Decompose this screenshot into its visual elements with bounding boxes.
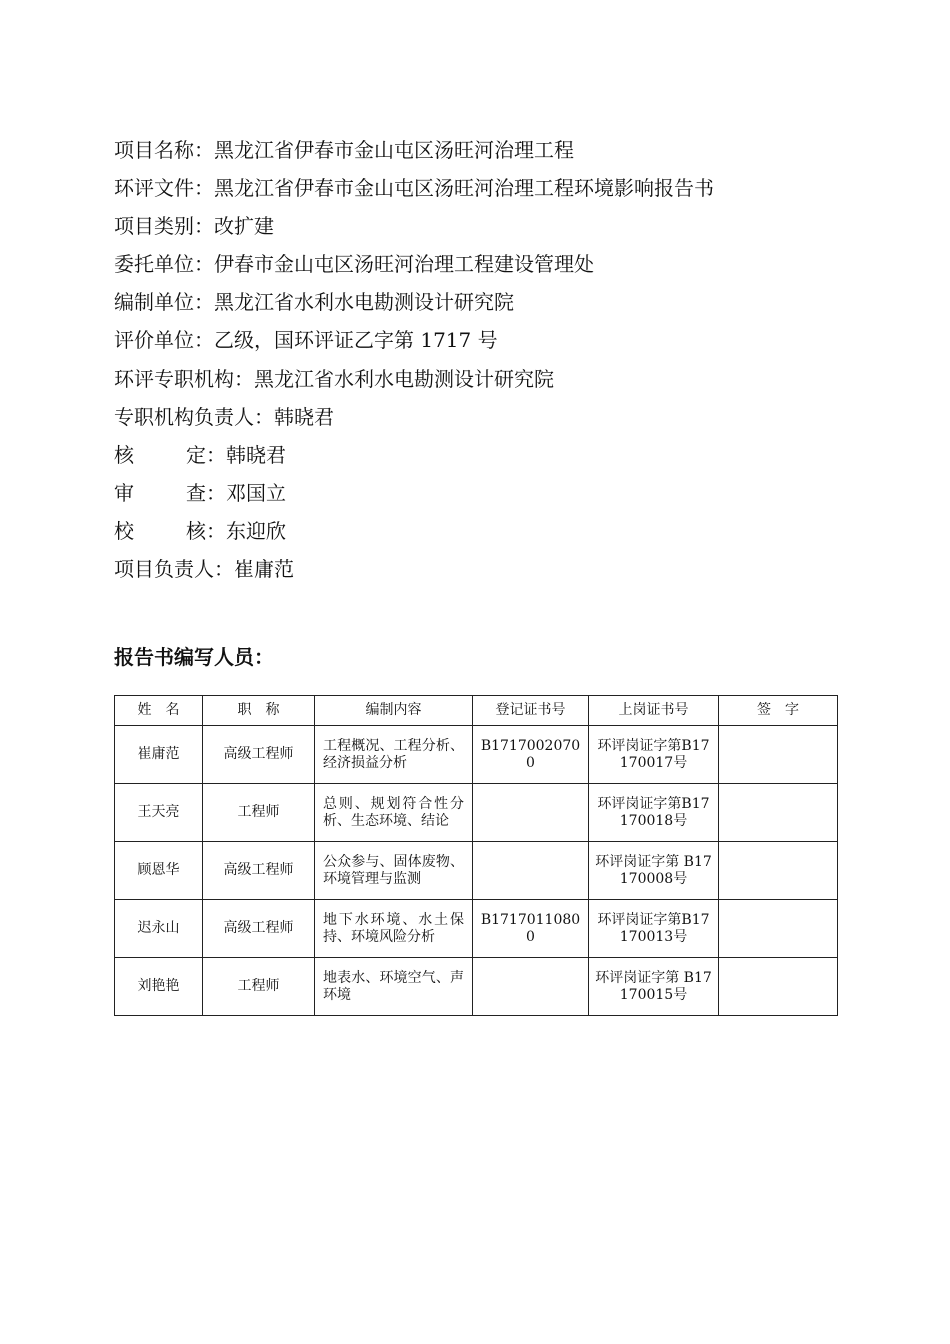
cell-name: 刘艳艳 <box>115 958 203 1016</box>
cell-post-cert: 环评岗证字第B17170018号 <box>589 784 719 842</box>
cell-name: 王天亮 <box>115 784 203 842</box>
cell-reg-cert <box>473 784 589 842</box>
header-post-cert: 上岗证书号 <box>589 696 719 726</box>
cell-name: 崔庸范 <box>115 726 203 784</box>
cell-title: 工程师 <box>203 784 315 842</box>
table-row <box>115 784 838 842</box>
project-name-value: 黑龙江省伊春市金山屯区汤旺河治理工程 <box>214 138 574 162</box>
evaluation-unit-line <box>114 321 874 359</box>
cell-reg-cert: B17170110800 <box>473 900 589 958</box>
header-title: 职 称 <box>203 696 315 726</box>
cell-content: 地表水、环境空气、声环境 <box>315 958 473 1016</box>
header-reg-cert: 登记证书号 <box>473 696 589 726</box>
header-name: 姓 名 <box>115 696 203 726</box>
cell-content: 公众参与、固体废物、环境管理与监测 <box>315 842 473 900</box>
project-name-label: 项目名称： <box>114 138 214 162</box>
evaluation-unit-label: 评价单位： <box>114 328 214 353</box>
checked-label-a: 校 <box>114 518 134 543</box>
cell-name: 顾恩华 <box>115 842 203 900</box>
institution-head-line <box>114 398 874 436</box>
project-info-block <box>114 131 874 588</box>
table-header-row <box>115 696 838 726</box>
cell-title: 高级工程师 <box>203 726 315 784</box>
compiling-unit-value: 黑龙江省水利水电勘测设计研究院 <box>214 290 514 315</box>
cell-signature <box>719 842 838 900</box>
reviewed-label-a: 审 <box>114 480 134 505</box>
table-row <box>115 958 838 1016</box>
eia-document-value: 黑龙江省伊春市金山屯区汤旺河治理工程环境影响报告书 <box>214 176 714 201</box>
staff-heading: 报告书编写人员： <box>114 645 274 669</box>
table-row <box>115 900 838 958</box>
reviewed-label-b: 查： <box>186 480 226 505</box>
cell-post-cert: 环评岗证字第B17170013号 <box>589 900 719 958</box>
table-row <box>115 726 838 784</box>
cell-content: 总则、规划符合性分析、生态环境、结论 <box>315 784 473 842</box>
cell-post-cert: 环评岗证字第 B17170008号 <box>589 842 719 900</box>
approved-label <box>114 436 226 474</box>
approved-label-a: 核 <box>114 442 134 467</box>
checked-label <box>114 512 226 550</box>
cell-signature <box>719 784 838 842</box>
cell-reg-cert <box>473 958 589 1016</box>
project-category-line <box>114 207 874 245</box>
checked-line <box>114 512 874 550</box>
eia-document-label: 环评文件： <box>114 176 214 201</box>
checked-label-b: 核： <box>186 518 226 543</box>
checked-value: 东迎欣 <box>226 518 286 543</box>
header-content: 编制内容 <box>315 696 473 726</box>
project-category-value: 改扩建 <box>214 214 274 239</box>
compiling-unit-label: 编制单位： <box>114 290 214 315</box>
cell-reg-cert: B17170020700 <box>473 726 589 784</box>
reviewed-value: 邓国立 <box>226 480 286 505</box>
cell-signature <box>719 726 838 784</box>
client-unit-line <box>114 245 874 283</box>
eia-institution-line <box>114 360 874 398</box>
institution-head-label: 专职机构负责人： <box>114 404 274 429</box>
compiling-unit-line <box>114 283 874 321</box>
cell-content: 地下水环境、水土保持、环境风险分析 <box>315 900 473 958</box>
eia-institution-value: 黑龙江省水利水电勘测设计研究院 <box>254 366 554 391</box>
project-lead-value: 崔庸范 <box>234 557 294 582</box>
cell-signature <box>719 900 838 958</box>
project-lead-label: 项目负责人： <box>114 557 234 582</box>
cell-signature <box>719 958 838 1016</box>
cell-name: 迟永山 <box>115 900 203 958</box>
staff-table <box>114 695 838 1016</box>
cell-content: 工程概况、工程分析、经济损益分析 <box>315 726 473 784</box>
project-category-label: 项目类别： <box>114 214 214 239</box>
approved-label-b: 定： <box>186 442 226 467</box>
evaluation-unit-value: 乙级，国环评证乙字第 1717 号 <box>214 328 498 353</box>
header-signature: 签 字 <box>719 696 838 726</box>
eia-institution-label: 环评专职机构： <box>114 366 254 391</box>
cell-post-cert: 环评岗证字第B17170017号 <box>589 726 719 784</box>
eia-document-line <box>114 169 874 207</box>
cell-reg-cert <box>473 842 589 900</box>
reviewed-label <box>114 474 226 512</box>
cell-post-cert: 环评岗证字第 B17170015号 <box>589 958 719 1016</box>
approved-value: 韩晓君 <box>226 442 286 467</box>
cell-title: 高级工程师 <box>203 900 315 958</box>
client-unit-value: 伊春市金山屯区汤旺河治理工程建设管理处 <box>214 252 594 277</box>
project-name-line <box>114 131 874 169</box>
institution-head-value: 韩晓君 <box>274 404 334 429</box>
approved-line <box>114 436 874 474</box>
cell-title: 工程师 <box>203 958 315 1016</box>
table-row <box>115 842 838 900</box>
cell-title: 高级工程师 <box>203 842 315 900</box>
client-unit-label: 委托单位： <box>114 252 214 277</box>
reviewed-line <box>114 474 874 512</box>
project-lead-line <box>114 550 874 588</box>
